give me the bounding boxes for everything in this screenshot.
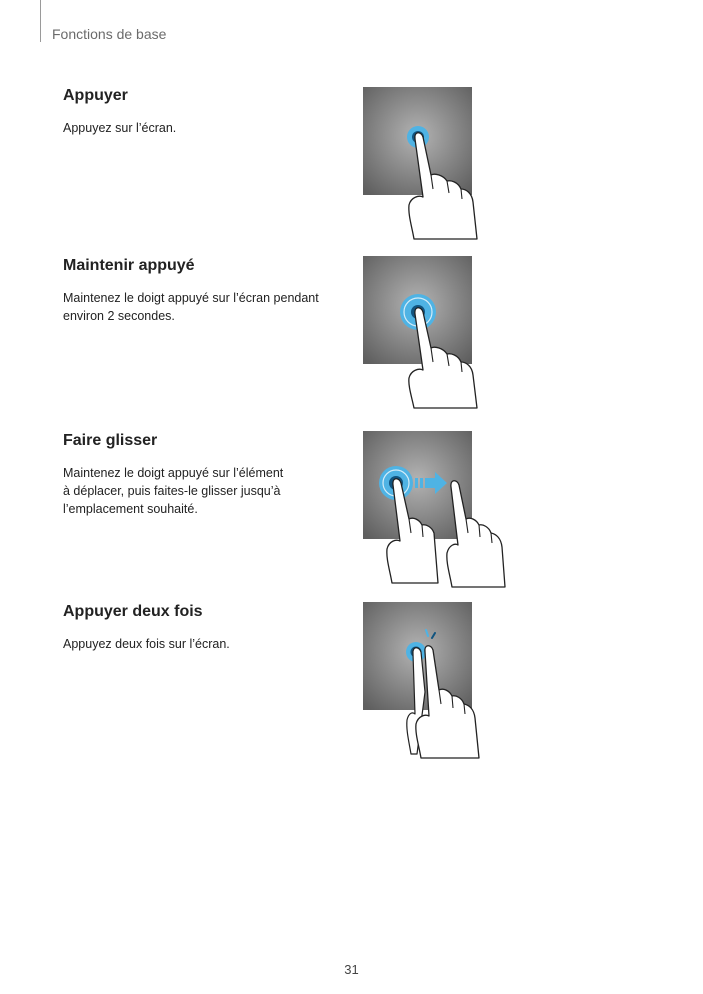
section-title: Faire glisser: [63, 432, 158, 449]
section-tap: [63, 87, 353, 137]
section-double-tap: [63, 603, 353, 653]
section-body: Appuyez sur l’écran.: [63, 121, 177, 135]
double-tap-gesture-icon: [363, 602, 523, 760]
section-title: Appuyer deux fois: [63, 603, 203, 620]
page-number: 31: [344, 962, 359, 977]
section-drag: [63, 432, 353, 518]
tap-gesture-icon: [363, 87, 523, 242]
section-tap-and-hold: [63, 257, 353, 325]
section-title: Appuyer: [63, 87, 128, 104]
section-body-line: à déplacer, puis faites-le glisser jusqu’à: [63, 484, 281, 498]
tap-and-hold-gesture-icon: [363, 256, 523, 411]
drag-gesture-icon: [363, 431, 523, 589]
header-title: Fonctions de base: [52, 26, 167, 42]
section-body: Appuyez deux fois sur l’écran.: [63, 637, 230, 651]
section-body-line: Maintenez le doigt appuyé sur l’élément: [63, 466, 284, 480]
section-body: [63, 464, 353, 518]
section-body-line: l’emplacement souhaité.: [63, 502, 198, 516]
section-body: Maintenez le doigt appuyé sur l’écran pendant environ 2 secondes.: [63, 291, 319, 323]
section-title: Maintenir appuyé: [63, 257, 195, 274]
header-rule: [40, 0, 41, 42]
